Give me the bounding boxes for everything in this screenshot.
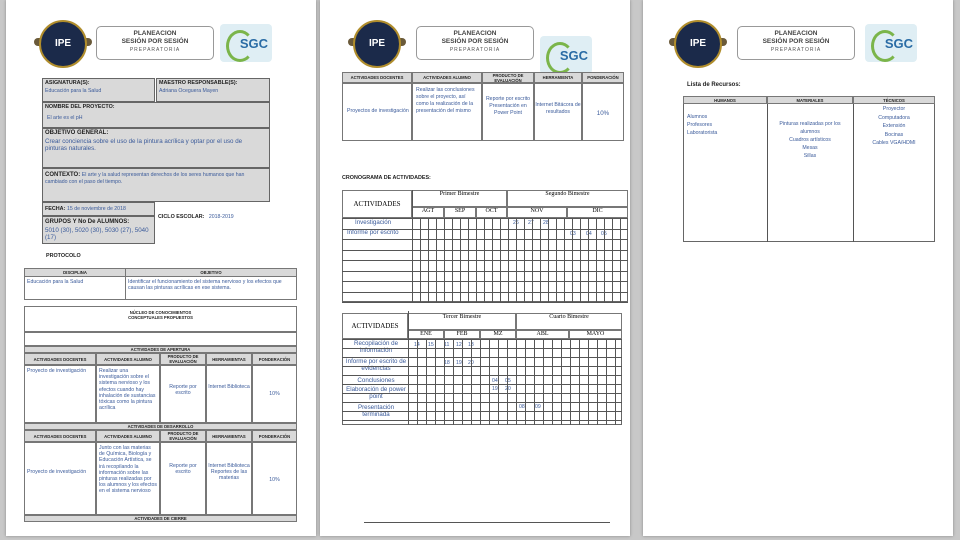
humanos-item: Profesores — [687, 122, 713, 128]
t2-val: 15 — [428, 342, 434, 348]
row2-ponderacion — [252, 442, 297, 515]
col2-actividades-alumno: ACTIVIDADES ALUMNO — [96, 430, 160, 442]
fecha-cell — [42, 202, 155, 216]
t1-bimestre-2: Segundo Bimestre — [507, 190, 628, 207]
objetivo-value-cell — [125, 276, 297, 300]
t2-month-abl: ABL — [516, 330, 569, 339]
col2-actividades-docentes: ACTIVIDADES DOCENTES — [24, 430, 96, 442]
t2-val: 18 — [444, 360, 450, 366]
t1-row-investigacion: Investigación — [355, 219, 392, 226]
grid-line — [543, 339, 544, 425]
col-materiales: MATERIALES — [767, 96, 853, 104]
grid-line — [426, 339, 427, 425]
contexto-value: El arte y la salud representan derechos de los seres humanos que han cambiado con el paso del tiempo. — [45, 172, 245, 185]
t1-val: 26 — [513, 220, 519, 226]
t2-val: 11 — [444, 342, 450, 348]
t1-month-dic: DIC — [567, 207, 628, 218]
t2-row-powerpoint: Elaboración de power point — [346, 386, 406, 400]
header-box — [96, 26, 214, 60]
humanos-item: Laboratorista — [687, 130, 718, 136]
asignatura-cell — [42, 78, 155, 102]
t2-row-presentacion: Presentación terminada — [357, 404, 395, 418]
objetivo-general-value: Crear conciencia sobre el uso de la pintura acrílica y optar por el uso de pinturas naturales. — [45, 138, 243, 152]
grid-line — [516, 339, 517, 425]
p2-col-docentes: ACTIVIDADES DOCENTES — [342, 72, 412, 83]
grid-line — [428, 218, 429, 302]
grid-line — [444, 218, 445, 302]
p2-row-producto — [482, 83, 534, 141]
t1-row-informe: Informe por escrito — [347, 229, 399, 236]
t2-val: 09 — [535, 404, 541, 410]
grid-line — [342, 411, 622, 412]
grid-line — [524, 218, 525, 302]
nucleo-title: NÚCLEO DE CONOCIMIENTOS — [129, 310, 192, 315]
t2-bimestre-4: Cuarto Bimestre — [516, 313, 622, 330]
tecnicos-item: Computadora — [878, 114, 910, 121]
cierre-header: ACTIVIDADES DE CIERRE — [24, 515, 297, 522]
materiales-item: Sillas — [803, 153, 817, 159]
t1-month-sep: SEP — [444, 207, 476, 218]
header-title: PLANEACION — [774, 30, 818, 37]
p2-col-alumno: ACTIVIDADES ALUMNO — [412, 72, 482, 83]
p2-row-producto-text: Reporte por escrito Presentación en Power Point — [485, 96, 531, 116]
tecnicos-item: Extensión — [882, 123, 906, 129]
grid-line — [342, 402, 622, 403]
grid-line — [508, 218, 509, 302]
row2-docentes-text: Proyecto de investigación — [27, 469, 87, 475]
t2-row-informe: Informe por escrito de evidencias — [345, 358, 407, 372]
grid-line — [579, 339, 580, 425]
grid-line — [588, 339, 589, 425]
grid-line — [420, 218, 421, 302]
t1-val: 03 — [570, 231, 576, 237]
row2-ponderacion-text: 10% — [269, 477, 280, 483]
ipe-logo: IPE — [39, 20, 87, 68]
grid-line — [342, 239, 628, 240]
grid-line — [516, 218, 517, 302]
materiales-item: Pinturas realizadas por los alumnos — [779, 121, 841, 135]
sgc-logo: SGC — [220, 24, 272, 62]
t2-row-recopilacion: Recopilación de información — [353, 340, 399, 354]
row2-docentes — [24, 442, 96, 515]
row2-alumno — [96, 442, 160, 515]
grid-line — [342, 420, 622, 421]
t2-val: 19 — [456, 360, 462, 366]
t1-month-agt: AGT — [412, 207, 444, 218]
row1-ponderacion-text: 10% — [269, 391, 280, 397]
grid-line — [444, 339, 445, 425]
p2-row-docentes-text: Proyectos de investigación — [347, 108, 409, 114]
t1-bimestre-1: Primer Bimestre — [412, 190, 507, 207]
grid-line — [408, 311, 409, 425]
grid-line — [342, 393, 622, 394]
cronograma-title: CRONOGRAMA DE ACTIVIDADES: — [342, 175, 431, 181]
ciclo-value: 2018-2019 — [208, 214, 234, 220]
document-page-2 — [320, 0, 630, 536]
row2-producto — [160, 442, 206, 515]
row1-alumno-text: Realizar una investigación sobre el sistema nervioso y los efectos cuando hay inhalación de sustancias tóxicas como la pintura acrílica — [99, 368, 156, 412]
document-page-3 — [643, 0, 953, 536]
t2-val: 20 — [468, 360, 474, 366]
grid-line — [342, 384, 622, 385]
t2-val: 19 — [492, 386, 498, 392]
header-subtitle: SESIÓN POR SESIÓN — [441, 37, 509, 45]
grid-line — [500, 218, 501, 302]
disciplina-header: DISCIPLINA — [24, 268, 126, 277]
col-actividades-alumno: ACTIVIDADES ALUMNO — [96, 353, 160, 365]
nucleo-cell — [24, 306, 297, 332]
grid-line — [570, 339, 571, 425]
grid-line — [342, 292, 628, 293]
t1-month-nov: NOV — [507, 207, 567, 218]
p2-row-ponderacion — [582, 83, 624, 141]
materiales-item: Cuadros artísticos — [789, 137, 831, 143]
grid-line — [556, 218, 557, 302]
t2-actividades-header: ACTIVIDADES — [342, 313, 408, 339]
header-title: PLANEACION — [453, 30, 497, 37]
grid-line — [548, 218, 549, 302]
row1-docentes — [24, 365, 96, 423]
asignatura-label: ASIGNATURA(S): — [45, 80, 90, 86]
header-subtitle: SESIÓN POR SESIÓN — [121, 37, 189, 45]
grid-line — [597, 339, 598, 425]
grid-line — [342, 357, 622, 358]
sgc-logo: SGC — [865, 24, 917, 62]
grid-line — [342, 229, 628, 230]
signature-line — [364, 522, 610, 523]
proyecto-value: El arte es el pH — [47, 115, 83, 121]
sgc-logo: SGC — [540, 36, 592, 74]
col-actividades-docentes: ACTIVIDADES DOCENTES — [24, 353, 96, 365]
header-title: PLANEACION — [133, 30, 177, 37]
t2-val: 12 — [456, 342, 462, 348]
grid-line — [492, 218, 493, 302]
grid-line — [460, 218, 461, 302]
p2-col-herramienta: HERRAMIENTA — [534, 72, 582, 83]
objetivo-value: Identificar el funcionamiento del sistema nervioso y los efectos que causan las pinturas acrílicas en ese sistema. — [128, 279, 282, 291]
row2-alumno-text: Junto con las materias de Química, Biología y Educación Artística, se irá recopilando la información sobre las pinturas realizadas por los alumnos y los efectos en el sistema nervioso — [99, 445, 157, 495]
grid-line — [572, 218, 573, 302]
p2-col-producto: PRODUCTO DE EVALUACIÓN — [482, 72, 534, 83]
humanos-list — [687, 113, 717, 137]
ciclo-cell — [158, 205, 234, 223]
grid-line — [540, 218, 541, 302]
grid-line — [342, 366, 622, 367]
grid-line — [453, 339, 454, 425]
asignatura-value: Educación para la Salud — [45, 88, 102, 94]
col2-herramientas: HERRAMIENTAS — [206, 430, 252, 442]
t2-val: 08 — [519, 404, 525, 410]
row1-herramientas-text: Internet Biblioteca — [208, 384, 250, 390]
row1-producto — [160, 365, 206, 423]
fecha-label: FECHA: — [45, 206, 66, 212]
t1-val: 05 — [601, 231, 607, 237]
grid-line — [552, 339, 553, 425]
grid-line — [484, 218, 485, 302]
grid-line — [342, 250, 628, 251]
grid-line — [468, 218, 469, 302]
grupos-value: 5010 (30), 5020 (30), 5030 (27), 5040 (17) — [45, 227, 149, 241]
ipe-logo: IPE — [353, 20, 401, 68]
grid-line — [534, 339, 535, 425]
grid-line — [588, 218, 589, 302]
col2-producto: PRODUCTO DE EVALUACIÓN — [160, 430, 206, 442]
maestro-value: Adriana Oceguera Mayen — [159, 88, 219, 94]
grid-line — [596, 218, 597, 302]
proyecto-cell — [42, 102, 270, 128]
grid-line — [342, 302, 628, 303]
fecha-value: 15 de noviembre de 2018 — [67, 206, 126, 212]
tecnicos-item: Bocinas — [884, 131, 904, 138]
grid-line — [498, 339, 499, 425]
grid-line — [507, 339, 508, 425]
t2-val: 14 — [414, 342, 420, 348]
contexto-cell — [42, 168, 270, 202]
row1-herramientas — [206, 365, 252, 423]
grid-line — [342, 281, 628, 282]
grid-line — [435, 339, 436, 425]
p2-row-ponderacion-text: 10% — [596, 110, 610, 117]
row1-ponderacion — [252, 365, 297, 423]
t2-month-feb: FEB — [444, 330, 480, 339]
grupos-label: GRUPOS Y No De ALUMNOS: — [45, 219, 130, 225]
t1-val: 27 — [528, 220, 534, 226]
header-box — [416, 26, 534, 60]
header-school: PREPARATORIA — [770, 47, 822, 53]
t2-month-mayo: MAYO — [569, 330, 622, 339]
protocolo-title: PROTOCOLO — [46, 253, 81, 259]
row2-producto-text: Reporte por escrito — [169, 463, 197, 475]
grid-line — [342, 218, 628, 219]
disciplina-value-cell — [24, 276, 126, 300]
grid-line — [476, 218, 477, 302]
grid-line — [489, 339, 490, 425]
tecnicos-item: Proyector — [882, 106, 906, 112]
row1-alumno — [96, 365, 160, 423]
p2-row-alumno — [412, 83, 482, 141]
t2-val: 13 — [468, 342, 474, 348]
grid-line — [436, 218, 437, 302]
grid-line — [620, 218, 621, 302]
t2-month-mz: MZ — [480, 330, 516, 339]
desarrollo-header: ACTIVIDADES DE DESARROLLO — [24, 423, 297, 430]
header-school: PREPARATORIA — [449, 47, 501, 53]
grid-line — [471, 339, 472, 425]
nucleo-subtitle: CONCEPTUALES PROPUESTOS — [128, 315, 193, 320]
header-subtitle: SESIÓN POR SESIÓN — [762, 37, 830, 45]
tecnicos-item: Cables VGA/HDMI — [872, 140, 916, 146]
grid-line — [417, 339, 418, 425]
p2-row-herramienta — [534, 83, 582, 141]
t1-val: 28 — [543, 220, 549, 226]
grid-line — [342, 260, 628, 261]
p2-row-docentes — [342, 83, 412, 141]
grid-line — [561, 339, 562, 425]
t2-row-conclusiones: Conclusiones — [357, 377, 395, 384]
maestro-label: MAESTRO RESPONSABLE(S): — [159, 80, 238, 86]
row1-producto-text: Reporte por escrito — [169, 384, 197, 396]
col2-ponderacion: PONDERACIÓN — [252, 430, 297, 442]
ipe-logo: IPE — [674, 20, 722, 68]
grid-line — [342, 375, 622, 376]
grid-line — [342, 271, 628, 272]
grid-line — [615, 339, 616, 425]
col-tecnicos: TÉCNICOS — [853, 96, 935, 104]
grid-line — [612, 218, 613, 302]
grupos-cell — [42, 216, 155, 244]
grid-line — [452, 218, 453, 302]
p2-row-herramienta-text: Internet Bitácora de resultados — [535, 102, 581, 115]
grid-line — [525, 339, 526, 425]
objetivo-general-cell — [42, 128, 270, 168]
t2-bimestre-3: Tercer Bimestre — [408, 313, 516, 330]
grid-line — [606, 339, 607, 425]
apertura-header: ACTIVIDADES DE APERTURA — [24, 346, 297, 353]
header-school: PREPARATORIA — [129, 47, 181, 53]
row2-herramientas-text: Internet Biblioteca Reportes de las materias — [208, 463, 250, 481]
recursos-title: Lista de Recursos: — [687, 82, 741, 88]
maestro-cell — [156, 78, 270, 102]
t2-month-ene: ENE — [408, 330, 444, 339]
col-humanos: HUMANOS — [683, 96, 767, 104]
p2-col-ponderacion: PONDERACIÓN — [582, 72, 624, 83]
materiales-list — [767, 120, 853, 160]
col-producto: PRODUCTO DE EVALUACIÓN — [160, 353, 206, 365]
proyecto-label: NOMBRE DEL PROYECTO: — [45, 104, 115, 110]
grid-line — [480, 339, 481, 425]
humanos-item: Alumnos — [687, 114, 708, 120]
t1-val: 04 — [586, 231, 592, 237]
col-herramientas: HERRAMIENTAS — [206, 353, 252, 365]
document-page-1 — [6, 0, 316, 536]
materiales-item: Mesas — [802, 145, 818, 151]
disciplina-value: Educación para la Salud — [27, 279, 84, 285]
row1-docentes-text: Proyecto de investigación — [27, 368, 87, 374]
grid-line — [342, 339, 622, 340]
t1-actividades-header: ACTIVIDADES — [342, 190, 412, 218]
p2-row-alumno-text: Realizar las conclusiones sobre el proyecto, así como la realización de la presentación del mismo — [416, 87, 475, 114]
grid-line — [532, 218, 533, 302]
grid-line — [342, 348, 622, 349]
objetivo-general-label: OBJETIVO GENERAL: — [45, 130, 109, 136]
contexto-label: CONTEXTO: — [45, 172, 81, 178]
grid-line — [564, 218, 565, 302]
t2-val: 20 — [505, 386, 511, 392]
grid-line — [604, 218, 605, 302]
header-box — [737, 26, 855, 60]
t2-val: 04 — [492, 378, 498, 384]
t2-val: 05 — [505, 378, 511, 384]
ciclo-label: CICLO ESCOLAR: — [158, 214, 205, 220]
grid-line — [580, 218, 581, 302]
col-ponderacion: PONDERACIÓN — [252, 353, 297, 365]
t1-month-oct: OCT — [476, 207, 507, 218]
grid-line — [412, 190, 413, 302]
row2-herramientas — [206, 442, 252, 515]
grid-line — [462, 339, 463, 425]
objetivo-header: OBJETIVO — [125, 268, 297, 277]
nucleo-blank — [24, 332, 297, 346]
tecnicos-list — [853, 105, 935, 148]
